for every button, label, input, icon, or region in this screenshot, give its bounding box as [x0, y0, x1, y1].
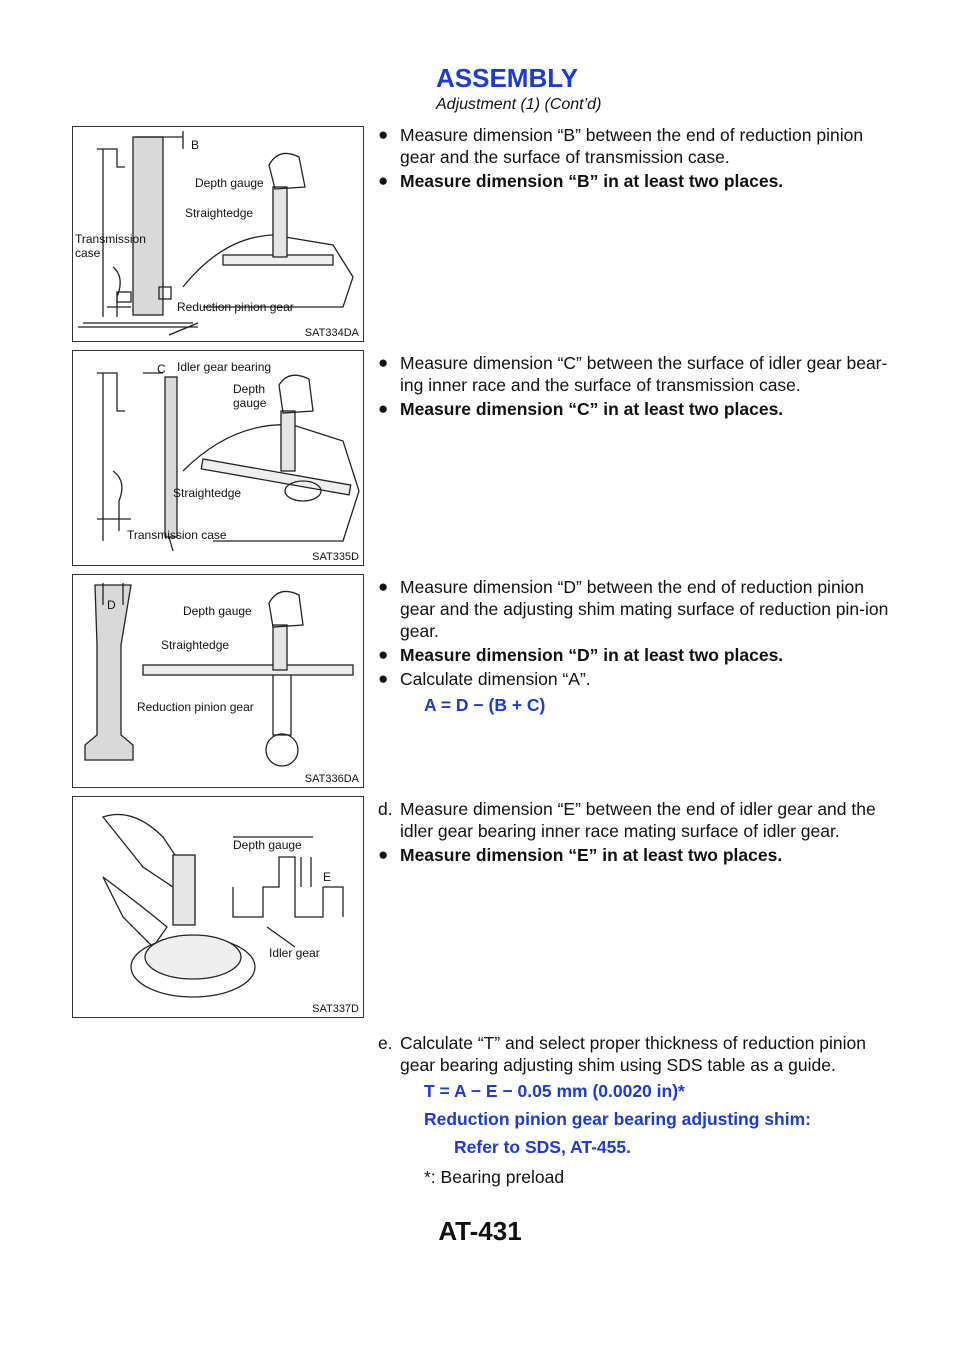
dimension-e-label: E: [323, 870, 332, 884]
idler-gear-label: Idler gear: [269, 946, 320, 960]
bullet-item: ● Measure dimension “D” in at least two places.: [378, 645, 784, 665]
figure-illustration: [73, 575, 363, 787]
figure-code: SAT334DA: [304, 327, 359, 339]
depth-label: Depth: [233, 382, 266, 396]
step-d: d. Measure dimension “E” between the end of idler gear and the idler gear bearing inner race mating surface of idler gear.: [378, 799, 876, 841]
figure-code: SAT335D: [312, 551, 359, 563]
bullet-item: ● Calculate dimension “A”.: [378, 669, 591, 689]
step-label: e.: [378, 1033, 393, 1053]
section-subtitle: Adjustment (1) (Cont’d): [436, 96, 602, 113]
straightedge-label: Straightedge: [161, 638, 230, 652]
idler-gear-bearing-label: Idler gear bearing: [177, 360, 272, 374]
page-header: [436, 64, 896, 114]
figure-illustration: [73, 797, 363, 1017]
depth-gauge-label: Depth gauge: [183, 604, 252, 618]
bullet-icon: ●: [378, 171, 389, 190]
dimension-c-label: C: [157, 362, 166, 376]
text-dimension-e: [378, 798, 894, 868]
figure-illustration: [73, 351, 363, 565]
section-title: ASSEMBLY: [436, 63, 579, 93]
bullet-icon: ●: [378, 669, 389, 688]
page-number: AT-431: [438, 1216, 522, 1246]
footnote: *: Bearing preload: [424, 1167, 565, 1187]
reduction-pinion-gear-label: Reduction pinion gear: [177, 300, 294, 314]
bullet-icon: ●: [378, 125, 389, 144]
formula-t: T = A − E − 0.05 mm (0.0020 in)*: [424, 1081, 685, 1101]
figure-illustration: [73, 127, 363, 341]
straightedge-label: Straightedge: [173, 486, 242, 500]
shim-reference: Refer to SDS, AT-455.: [454, 1137, 631, 1157]
bullet-item: ● Measure dimension “B” in at least two places.: [378, 171, 784, 191]
shim-label: Reduction pinion gear bearing adjusting shim:: [424, 1109, 811, 1129]
bullet-icon: ●: [378, 645, 389, 664]
reduction-pinion-gear-label: Reduction pinion gear: [137, 700, 254, 714]
figure-sat334da: [72, 126, 364, 342]
dimension-b-label: B: [191, 138, 200, 152]
figure-code: SAT336DA: [304, 773, 359, 785]
step-label: d.: [378, 799, 393, 819]
bullet-icon: ●: [378, 353, 389, 372]
step-e: e. Calculate “T” and select proper thickness of reduction pinion gear bearing adjusting shim using SDS table as a guide.: [378, 1033, 866, 1075]
case-label: case: [75, 246, 101, 260]
depth-gauge-label: Depth gauge: [195, 176, 264, 190]
dimension-d-label: D: [107, 598, 116, 612]
straightedge-label: Straightedge: [185, 206, 254, 220]
bullet-item: ● Measure dimension “C” between the surface of idler gear bear-ing inner race and the surface of transmission case.: [378, 353, 888, 395]
formula-a: A = D − (B + C): [424, 695, 546, 715]
bullet-item: ● Measure dimension “C” in at least two places.: [378, 399, 784, 419]
transmission-label: Transmission: [75, 232, 146, 246]
text-dimension-c: [378, 352, 894, 422]
bullet-icon: ●: [378, 399, 389, 418]
bullet-icon: ●: [378, 577, 389, 596]
text-dimension-b: [378, 124, 894, 194]
bullet-item: ● Measure dimension “E” in at least two places.: [378, 845, 783, 865]
gauge-label: gauge: [233, 396, 267, 410]
text-dimension-d: [378, 576, 894, 716]
bullet-icon: ●: [378, 845, 389, 864]
figure-sat335d: [72, 350, 364, 566]
bullet-item: ● Measure dimension “B” between the end of reduction pinion gear and the surface of transmission case.: [378, 125, 864, 167]
figure-sat336da: [72, 574, 364, 788]
depth-gauge-label: Depth gauge: [233, 838, 302, 852]
figure-sat337d: [72, 796, 364, 1018]
transmission-case-label: Transmission case: [127, 528, 227, 542]
text-dimension-t: [378, 1032, 894, 1188]
bullet-item: ● Measure dimension “D” between the end of reduction pinion gear and the adjusting shim mating surface of reduction pin-ion gear.: [378, 577, 889, 641]
figure-code: SAT337D: [312, 1003, 359, 1015]
